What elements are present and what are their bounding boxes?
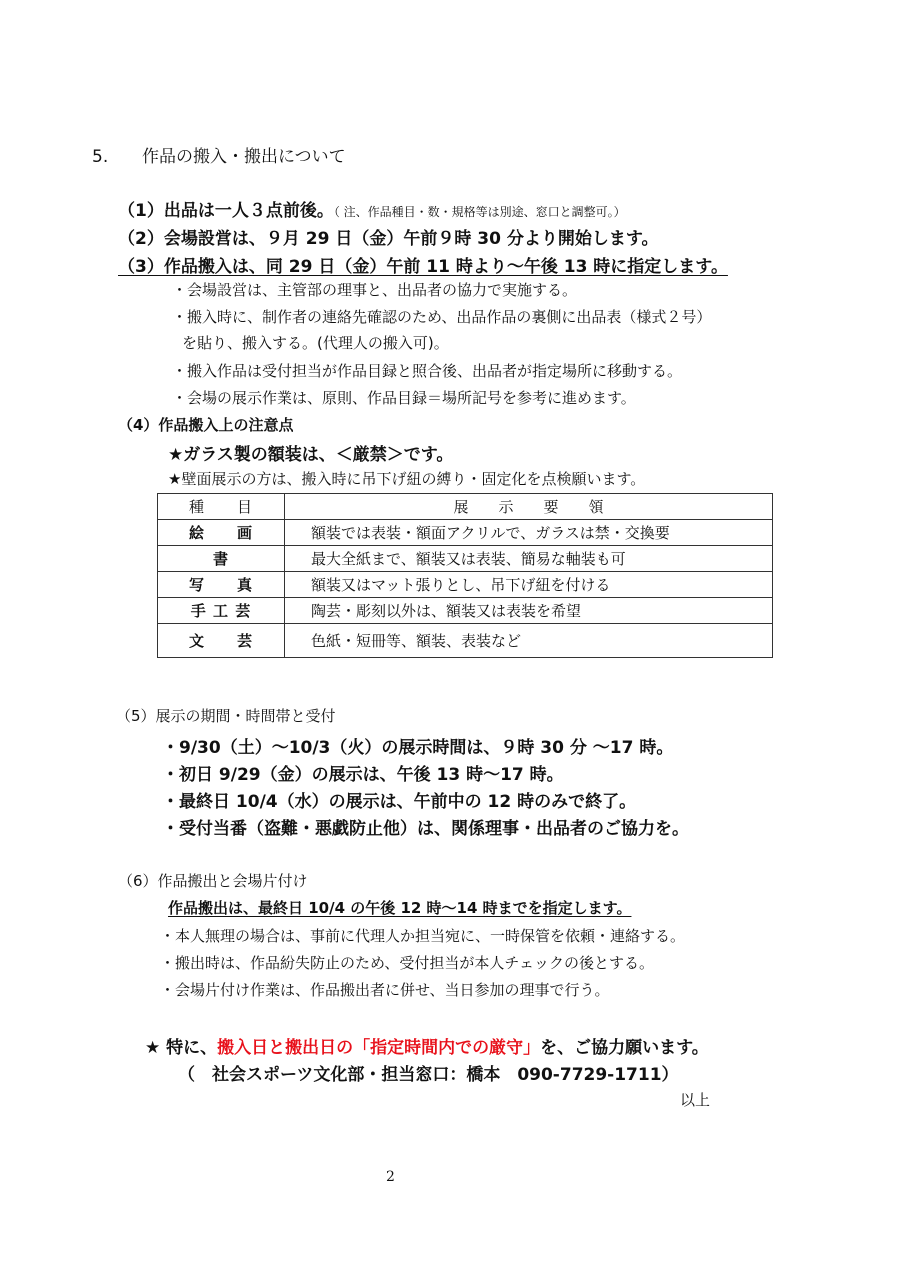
table-cell-guideline: 額装では表装・額面アクリルで、ガラスは禁・交換要 <box>285 520 773 546</box>
item-3-bullet: ・会場の展示作業は、原則、作品目録＝場所記号を参考に進めます。 <box>172 389 636 407</box>
table-row <box>158 598 773 624</box>
item-3-bullet: ・搬入作品は受付担当が作品目録と照合後、出品者が指定場所に移動する。 <box>172 362 683 380</box>
removal-bullet: ・会場片付け作業は、作品搬出者に併せ、当日参加の理事で行う。 <box>160 981 610 999</box>
closing-emphasis: 搬入日と搬出日の「指定時間内での厳守」 <box>217 1038 541 1058</box>
table-cell-category: 写 真 <box>158 572 285 598</box>
table-cell-guideline: 色紙・短冊等、額装、表装など <box>285 624 773 658</box>
exhibit-line: ・受付当番（盗難・悪戯防止他）は、関係理事・出品者のご協力を。 <box>162 819 689 839</box>
item-2: （2）会場設営は、９月 29 日（金）午前９時 30 分より開始します。 <box>118 229 659 249</box>
table-row <box>158 546 773 572</box>
section-title: 作品の搬入・搬出について <box>142 147 346 167</box>
table-header-row <box>158 494 773 520</box>
exhibit-line: ・初日 9/29（金）の展示は、午後 13 時～17 時。 <box>162 765 564 785</box>
item-3: （3）作品搬入は、同 29 日（金）午前 11 時より～午後 13 時に指定します。 <box>118 257 728 277</box>
page-number: 2 <box>386 1169 395 1185</box>
exhibit-title: （5）展示の期間・時間帯と受付 <box>116 707 336 725</box>
table-cell-category: 手 工 芸 <box>158 598 285 624</box>
exhibit-requirements-table <box>157 493 773 658</box>
closing-notice <box>145 1033 709 1058</box>
closing-end: 以上 <box>680 1091 711 1109</box>
removal-main: 作品搬出は、最終日 10/4 の午後 12 時～14 時までを指定します。 <box>168 899 632 917</box>
table-cell-category: 書 <box>158 546 285 572</box>
item-4-title: （4）作品搬入上の注意点 <box>118 416 294 434</box>
table-cell-category: 絵 画 <box>158 520 285 546</box>
section-number: 5. <box>92 147 109 167</box>
table-row <box>158 572 773 598</box>
item-4-star-wall: ★壁面展示の方は、搬入時に吊下げ紐の縛り・固定化を点検願います。 <box>168 470 646 488</box>
table-header-category: 種 目 <box>158 494 285 520</box>
table-header-guideline: 展 示 要 領 <box>285 494 773 520</box>
table-cell-guideline: 陶芸・彫刻以外は、額装又は表装を希望 <box>285 598 773 624</box>
table-row <box>158 624 773 658</box>
exhibit-line: ・9/30（土）～10/3（火）の展示時間は、９時 30 分 ～17 時。 <box>162 738 674 758</box>
table-cell-guideline: 額装又はマット張りとし、吊下げ紐を付ける <box>285 572 773 598</box>
item-1-main: （1）出品は一人３点前後。 <box>118 201 334 221</box>
item-4-star-glass: ★ガラス製の額装は、＜厳禁＞です。 <box>168 445 454 465</box>
section-heading <box>92 142 346 167</box>
item-1 <box>118 196 626 221</box>
closing-prefix: ★ 特に、 <box>145 1038 218 1058</box>
table-cell-category: 文 芸 <box>158 624 285 658</box>
item-3-bullet: ・搬入時に、制作者の連絡先確認のため、出品作品の裏側に出品表（様式２号） <box>172 308 712 326</box>
removal-title: （6）作品搬出と会場片付け <box>118 872 308 890</box>
contact-line: （ 社会スポーツ文化部・担当窓口：橋本 090-7729-1711） <box>178 1065 679 1085</box>
exhibit-line: ・最終日 10/4（水）の展示は、午前中の 12 時のみで終了。 <box>162 792 637 812</box>
table-row <box>158 520 773 546</box>
item-3-bullet: を貼り、搬入する。(代理人の搬入可)。 <box>182 334 449 352</box>
item-3-bullet: ・会場設営は、主管部の理事と、出品者の協力で実施する。 <box>172 281 578 299</box>
removal-bullet: ・搬出時は、作品紛失防止のため、受付担当が本人チェックの後とする。 <box>160 954 654 972</box>
removal-bullet: ・本人無理の場合は、事前に代理人か担当宛に、一時保管を依頼・連絡する。 <box>160 927 686 945</box>
closing-suffix: を、ご協力願います。 <box>540 1038 709 1058</box>
table-cell-guideline: 最大全紙まで、額装又は表装、簡易な軸装も可 <box>285 546 773 572</box>
item-1-note: （ 注、作品種目・数・規格等は別途、窓口と調整可。） <box>333 205 626 219</box>
